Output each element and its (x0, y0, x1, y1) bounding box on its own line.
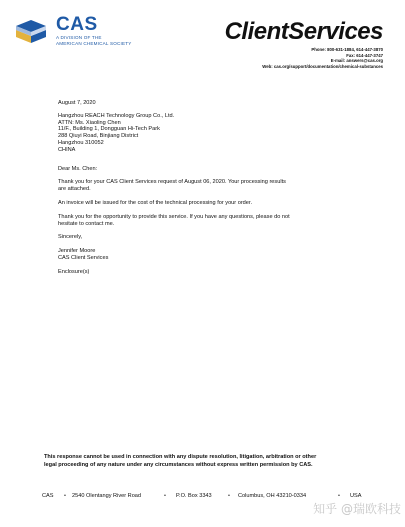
recipient-address (58, 113, 358, 154)
footer-street: 2540 Olentangy River Road (72, 493, 142, 499)
enclosure-note: Enclosure(s) (58, 268, 90, 275)
footer-separator: • (164, 493, 166, 499)
signer-org: CAS Client Services (58, 254, 109, 261)
contact-block (262, 47, 383, 69)
salutation: Dear Ms. Chen: (58, 165, 98, 172)
paragraph-2: An invoice will be issued for the cost of the technical processing for your order. (58, 199, 253, 206)
logo-wordmark: CAS (56, 14, 98, 35)
footer-org: CAS (42, 493, 54, 499)
address-line: CHINA (58, 146, 76, 153)
closing: Sincerely, (58, 234, 83, 241)
address-line: 288 Qiuyi Road, Binjiang District (58, 133, 139, 140)
footer-city: Columbus, OH 43210-0334 (238, 493, 307, 499)
address-line: ATTN: Ms. Xiaoling Chen (58, 119, 121, 126)
footer-country: USA (350, 493, 362, 499)
contact-phone: Phone: 800-631-1884, 614-447-3870 (311, 47, 383, 52)
legal-disclaimer: This response cannot be used in connection with any dispute resolution, litigation, arbitration or other legal proceeding of any nature under any circumstances without express written permission by CAS. (44, 454, 317, 468)
cas-emblem-icon (12, 16, 50, 46)
client-services-brand: ClientServices (224, 18, 383, 45)
footer-separator: • (64, 493, 66, 499)
footer-separator: • (228, 493, 230, 499)
contact-email: E-mail: answers@cas.org (330, 58, 383, 64)
paragraph-1: Thank you for your CAS Client Services request of August 06, 2020. Your processing results (58, 179, 286, 186)
address-line: Hangzhou REACH Technology Group Co., Ltd. (58, 112, 175, 119)
footer-pobox: P.O. Box 3343 (176, 493, 212, 499)
letter-date: August 7, 2020 (58, 100, 96, 106)
letter-body (58, 100, 358, 276)
paragraph-3-cont: hesitate to contact me. (58, 220, 115, 227)
footer-separator: • (338, 493, 340, 499)
logo-subtitle: A DIVISION OF THE AMERICAN CHEMICAL SOCIETY (56, 35, 132, 46)
watermark: 知乎 @瑞欧科技 (313, 502, 401, 516)
contact-web: Web: cas.org/support/documentation/chemical-substances (262, 63, 383, 69)
paragraph-1-cont: are attached. (58, 186, 91, 193)
address-line: 11/F., Building 1, Dongguan Hi-Tech Park (58, 126, 160, 133)
contact-fax: Fax: 614-447-3747 (346, 52, 383, 58)
address-line: Hangzhou 310052 (58, 139, 104, 146)
paragraph-3: Thank you for the opportunity to provide this service. If you have any questions, please do not (58, 213, 290, 220)
signer-name: Jennifer Moore (58, 248, 96, 255)
cas-logo (12, 14, 162, 54)
